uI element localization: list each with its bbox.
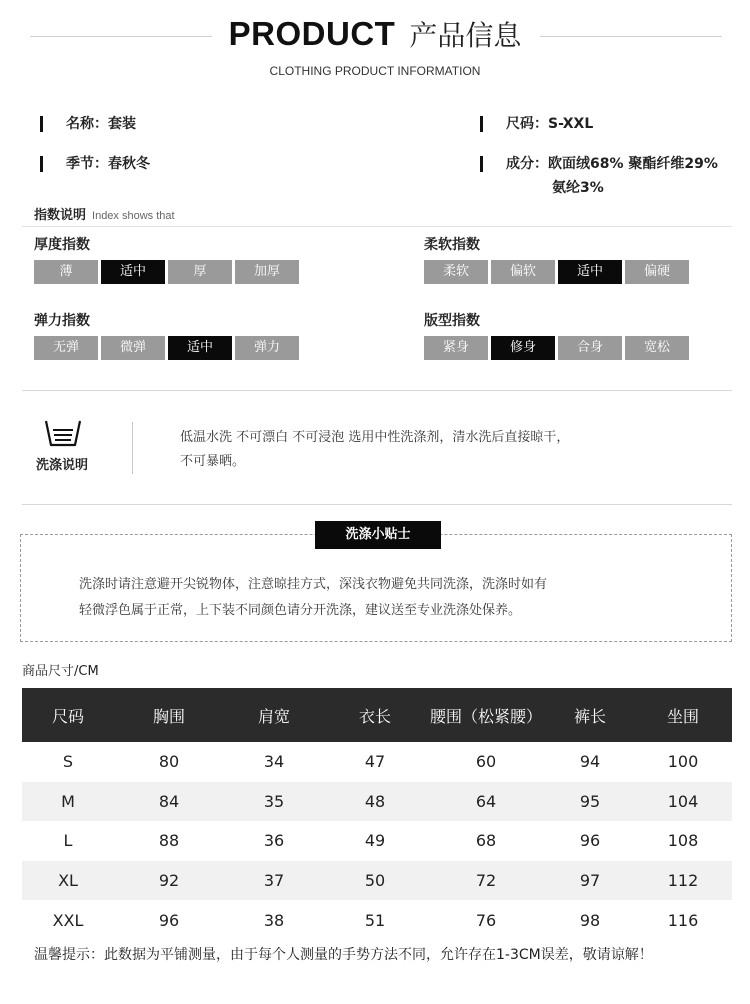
table-cell: 37 bbox=[224, 861, 324, 901]
col-header: 肩宽 bbox=[224, 688, 324, 742]
info-composition-line2: 氨纶3% bbox=[552, 180, 604, 196]
col-header: 尺码 bbox=[22, 688, 114, 742]
page-title bbox=[0, 14, 750, 54]
title-en: PRODUCT bbox=[228, 15, 396, 52]
table-cell: 72 bbox=[426, 861, 546, 901]
option-cell: 偏硬 bbox=[625, 260, 689, 284]
table-cell: 48 bbox=[324, 782, 426, 822]
title-cn: 产品信息 bbox=[409, 19, 522, 52]
table-cell: 47 bbox=[364, 752, 386, 772]
group-label: 版型指数 bbox=[424, 313, 480, 329]
option-cell: 合身 bbox=[558, 336, 622, 360]
index-heading bbox=[34, 204, 175, 223]
table-cell: 80 bbox=[158, 752, 180, 772]
table-row bbox=[22, 782, 732, 822]
table-cell: S bbox=[62, 752, 74, 772]
wash-vline bbox=[132, 422, 133, 474]
table-cell: 38 bbox=[263, 910, 285, 930]
table-cell: 51 bbox=[364, 910, 386, 930]
index-rule bbox=[22, 226, 732, 227]
page-subtitle: CLOTHING PRODUCT INFORMATION bbox=[269, 64, 481, 78]
table-cell: 36 bbox=[263, 831, 285, 851]
group-label: 厚度指数 bbox=[34, 237, 90, 253]
section-divider bbox=[22, 504, 732, 505]
option-cell: 弹力 bbox=[235, 336, 299, 360]
info-season-text: 季节：春秋冬 bbox=[66, 156, 150, 172]
option-cell-selected: 适中 bbox=[558, 260, 622, 284]
table-cell: 116 bbox=[667, 910, 699, 930]
option-cell: 无弹 bbox=[34, 336, 98, 360]
table-cell: 68 bbox=[475, 831, 497, 851]
option-cell-selected: 适中 bbox=[168, 336, 232, 360]
table-cell: 49 bbox=[364, 831, 386, 851]
tips-line1: 洗涤时请注意避开尖锐物体，注意晾挂方式，深浅衣物避免共同洗涤，洗涤时如有 bbox=[79, 577, 548, 592]
size-footnote: 温馨提示：此数据为平铺测量，由于每个人测量的手势方法不同，允许存在1-3CM误差，敬请谅解！ bbox=[34, 947, 653, 963]
size-table bbox=[22, 688, 732, 940]
info-bar bbox=[40, 156, 43, 172]
table-cell: 96 bbox=[158, 910, 180, 930]
info-name-text: 名称：套装 bbox=[66, 116, 136, 132]
option-row bbox=[34, 260, 302, 284]
wash-line2: 不可暴晒。 bbox=[180, 454, 246, 469]
option-cell: 加厚 bbox=[235, 260, 299, 284]
table-cell: 100 bbox=[667, 752, 699, 772]
index-title-cn: 指数说明 bbox=[34, 208, 87, 223]
option-cell: 厚 bbox=[168, 260, 232, 284]
option-cell: 宽松 bbox=[625, 336, 689, 360]
col-header: 胸围 bbox=[114, 688, 224, 742]
table-cell: 92 bbox=[114, 861, 224, 901]
option-cell: 紧身 bbox=[424, 336, 488, 360]
table-cell: 108 bbox=[667, 831, 699, 851]
option-cell-selected: 修身 bbox=[491, 336, 555, 360]
info-bar bbox=[480, 116, 483, 132]
section-header bbox=[0, 0, 750, 92]
table-row bbox=[22, 861, 732, 901]
table-cell: 64 bbox=[426, 782, 546, 822]
col-header: 衣长 bbox=[324, 688, 426, 742]
table-cell: M bbox=[22, 782, 114, 822]
table-header-row bbox=[22, 688, 732, 742]
table-row bbox=[22, 821, 732, 861]
table-cell: 76 bbox=[475, 910, 497, 930]
table-cell: L bbox=[63, 831, 73, 851]
index-title-en: Index shows that bbox=[92, 210, 175, 222]
col-header: 腰围（松紧腰） bbox=[426, 688, 546, 742]
table-cell: 104 bbox=[634, 782, 732, 822]
table-cell: 96 bbox=[579, 831, 601, 851]
table-cell: 60 bbox=[475, 752, 497, 772]
table-cell: 35 bbox=[224, 782, 324, 822]
wash-text bbox=[180, 426, 700, 474]
table-cell: 94 bbox=[579, 752, 601, 772]
option-cell: 柔软 bbox=[424, 260, 488, 284]
tips-line2: 轻微浮色属于正常，上下装不同颜色请分开洗涤，建议送至专业洗涤处保养。 bbox=[79, 603, 522, 618]
wash-label: 洗涤说明 bbox=[36, 458, 89, 473]
section-divider bbox=[22, 390, 732, 391]
option-cell: 薄 bbox=[34, 260, 98, 284]
wash-section bbox=[22, 410, 732, 490]
group-label: 弹力指数 bbox=[34, 313, 90, 329]
table-cell: XL bbox=[22, 861, 114, 901]
group-label: 柔软指数 bbox=[424, 237, 480, 253]
table-cell: 95 bbox=[546, 782, 634, 822]
table-cell: 50 bbox=[324, 861, 426, 901]
option-row bbox=[424, 260, 692, 284]
table-cell: 98 bbox=[579, 910, 601, 930]
tips-badge: 洗涤小贴士 bbox=[315, 521, 441, 549]
col-header: 裤长 bbox=[546, 688, 634, 742]
table-cell: 97 bbox=[546, 861, 634, 901]
table-cell: 88 bbox=[158, 831, 180, 851]
option-cell-selected: 适中 bbox=[101, 260, 165, 284]
table-row bbox=[22, 900, 732, 940]
option-row bbox=[424, 336, 692, 360]
col-header: 坐围 bbox=[634, 688, 732, 742]
wash-line1: 低温水洗 不可漂白 不可浸泡 选用中性洗涤剂，清水洗后直接晾干， bbox=[180, 430, 570, 445]
table-cell: 34 bbox=[263, 752, 285, 772]
option-cell: 微弹 bbox=[101, 336, 165, 360]
option-row bbox=[34, 336, 302, 360]
wash-tips-box bbox=[20, 527, 732, 642]
table-row bbox=[22, 742, 732, 782]
table-cell: 84 bbox=[114, 782, 224, 822]
size-chart-title: 商品尺寸/CM bbox=[22, 664, 99, 679]
info-size-text: 尺码：S-XXL bbox=[506, 116, 594, 132]
info-composition-line1: 成分：欧面绒68% 聚酯纤维29% bbox=[506, 156, 718, 172]
table-cell: 112 bbox=[634, 861, 732, 901]
info-bar bbox=[40, 116, 43, 132]
option-cell: 偏软 bbox=[491, 260, 555, 284]
table-cell: XXL bbox=[52, 910, 84, 930]
info-bar bbox=[480, 156, 483, 172]
wash-basin-icon bbox=[42, 418, 84, 448]
